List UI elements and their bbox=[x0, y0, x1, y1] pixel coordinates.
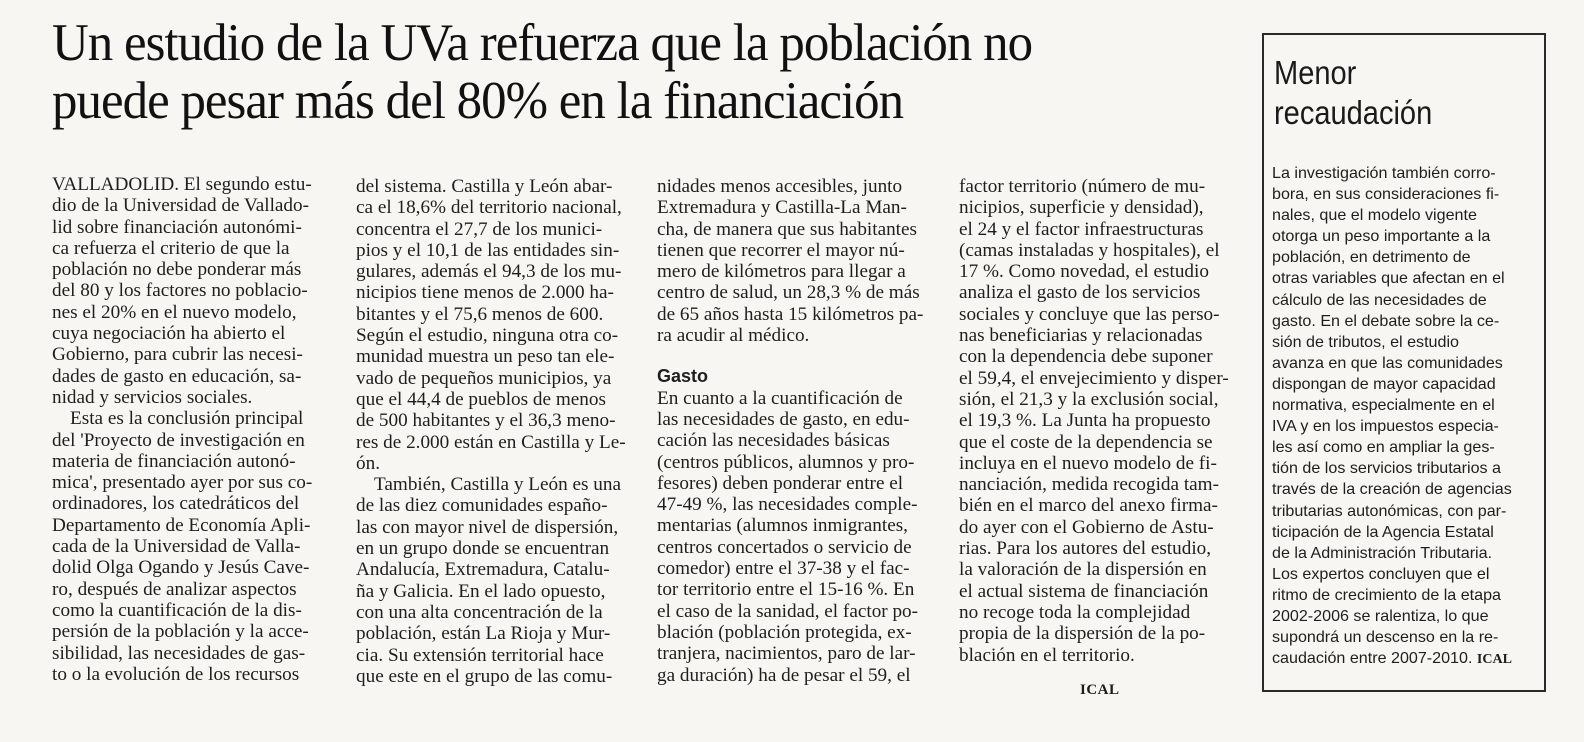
text-line: do ayer con el Gobierno de Astu- bbox=[959, 516, 1214, 538]
paragraph bbox=[959, 176, 1251, 666]
text-line: lid sobre financiación autonómi- bbox=[52, 216, 302, 238]
text-line: bién en el marco del anexo firma- bbox=[959, 495, 1218, 517]
text-line: del 80 y los factores no poblacio- bbox=[52, 280, 308, 302]
text-line: ca refuerza el criterio de que la bbox=[52, 237, 290, 259]
text-line: cada de la Universidad de Valla- bbox=[52, 536, 301, 558]
text-line: También, Castilla y León es una bbox=[374, 474, 621, 496]
text-line: de las diez comunidades españo- bbox=[356, 495, 608, 517]
sidebar-text-line: normativa, especialmente en el bbox=[1272, 396, 1495, 415]
sidebar-signature: ICAL bbox=[1476, 652, 1512, 668]
text-line: el 24 y el factor infraestructuras bbox=[959, 218, 1204, 240]
sidebar-text-line: les así como en ampliar la ges- bbox=[1272, 438, 1495, 457]
text-line: concentra el 27,7 de los munici- bbox=[356, 218, 603, 240]
text-line: pios y el 10,1 de las entidades sin- bbox=[356, 239, 620, 261]
text-line: el 59,4, el envejecimiento y disper- bbox=[959, 367, 1229, 389]
text-line: tranjera, nacimientos, paro de lar- bbox=[657, 643, 916, 665]
text-line: nidades menos accesibles, junto bbox=[657, 176, 903, 197]
text-line: mero de kilómetros para llegar a bbox=[657, 261, 906, 283]
sidebar-text-line: población, en detrimento de bbox=[1272, 248, 1471, 267]
text-line: ga duración) ha de pesar el 59, el bbox=[657, 664, 911, 686]
text-line: centros concertados o servicio de bbox=[657, 536, 912, 558]
text-line: dio de la Universidad de Vallado- bbox=[52, 195, 310, 217]
text-line: VALLADOLID. El segundo estu- bbox=[52, 174, 312, 195]
text-line: que el 44,4 de pueblos de menos bbox=[356, 388, 606, 410]
article-signature: ICAL bbox=[1080, 682, 1120, 698]
paragraph bbox=[356, 176, 646, 474]
text-line: munidad muestra un peso tan ele- bbox=[356, 346, 615, 368]
headline-line: Un estudio de la UVa refuerza que la población no bbox=[52, 14, 1033, 72]
sidebar-text-line: La investigación también corro- bbox=[1272, 164, 1496, 182]
paragraph bbox=[52, 408, 340, 685]
text-line: propia de la dispersión de la po- bbox=[959, 623, 1206, 645]
sidebar-box bbox=[1262, 33, 1546, 692]
article-column-2 bbox=[356, 176, 646, 687]
text-line: en un grupo donde se encuentran bbox=[356, 538, 610, 560]
text-line: nicipios, superficie y densidad), bbox=[959, 197, 1204, 219]
sidebar-text-line: de la Administración Tributaria. bbox=[1272, 543, 1493, 562]
text-line: que el coste de la dependencia se bbox=[959, 431, 1213, 453]
text-line: del 'Proyecto de investigación en bbox=[52, 429, 305, 451]
text-line: Departamento de Economía Apli- bbox=[52, 514, 311, 536]
sidebar-text-line: través de la creación de agencias bbox=[1272, 480, 1512, 499]
text-line: nanciación, medida recogida tam- bbox=[959, 474, 1219, 496]
text-line: tienen que recorrer el mayor nú- bbox=[657, 239, 905, 261]
text-line: ra acudir al médico. bbox=[657, 325, 810, 347]
text-line: nidad y servicios sociales. bbox=[52, 386, 253, 408]
text-line: con una alta concentración de la bbox=[356, 601, 603, 623]
text-line: vado de pequeños municipios, ya bbox=[356, 367, 612, 389]
paragraph bbox=[657, 388, 947, 686]
section-subhead: Gasto bbox=[657, 366, 709, 387]
text-line: persión de la población y la acce- bbox=[52, 621, 309, 643]
text-line: sociales y concluye que las perso- bbox=[959, 303, 1220, 325]
text-line: cuya negociación ha abierto el bbox=[52, 323, 286, 345]
text-line: cia. Su extensión territorial hace bbox=[356, 644, 604, 666]
sidebar-text-line: sión de tributos, el estudio bbox=[1272, 332, 1459, 351]
text-line: ón. bbox=[356, 452, 380, 474]
text-line: blación (población protegida, ex- bbox=[657, 621, 912, 643]
sidebar-text-line: IVA y en los impuestos especia- bbox=[1272, 417, 1499, 436]
text-line: Extremadura y Castilla-La Man- bbox=[657, 197, 907, 219]
text-line: En cuanto a la cuantificación de bbox=[657, 387, 903, 409]
text-line: nas beneficiarias y relacionadas bbox=[959, 325, 1203, 347]
text-line: sión, el 21,3 y la exclusión social, bbox=[959, 388, 1219, 410]
text-line: (camas instaladas y hospitales), el bbox=[959, 239, 1220, 261]
text-line: Esta es la conclusión principal bbox=[70, 408, 304, 430]
text-line: ro, después de analizar aspectos bbox=[52, 578, 297, 600]
text-line: bitantes y el 75,6 menos de 600. bbox=[356, 303, 604, 325]
text-line: Según el estudio, ninguna otra co- bbox=[356, 325, 619, 347]
text-line: Andalucía, Extremadura, Catalu- bbox=[356, 559, 610, 581]
sidebar-text-line: tión de los servicios tributarios a bbox=[1272, 459, 1501, 478]
text-line: fesores) deben ponderar entre el bbox=[657, 472, 904, 494]
sidebar-text-line: 2002-2006 se ralentiza, lo que bbox=[1272, 606, 1489, 625]
text-line: rias. Para los autores del estudio, bbox=[959, 538, 1212, 560]
headline bbox=[52, 14, 1185, 130]
sidebar-text-line: otorga un peso importante a la bbox=[1272, 227, 1491, 246]
text-line: mentarias (alumnos inmigrantes, bbox=[657, 515, 908, 537]
sidebar-text-line: tributarias autonómicas, con par- bbox=[1272, 501, 1507, 520]
text-line: centro de salud, un 28,3 % de más bbox=[657, 282, 920, 304]
text-line: factor territorio (número de mu- bbox=[959, 176, 1206, 197]
text-line: población no debe ponderar más bbox=[52, 259, 302, 281]
sidebar-text-line: bora, en sus consideraciones fi- bbox=[1272, 185, 1500, 204]
article-column-1 bbox=[52, 174, 340, 685]
text-line: blación en el territorio. bbox=[959, 644, 1135, 666]
text-line: tor territorio entre el 15-16 %. En bbox=[657, 579, 915, 601]
text-line: ña y Galicia. En el lado opuesto, bbox=[356, 580, 606, 602]
text-line: cación las necesidades básicas bbox=[657, 430, 890, 452]
text-line: comedor) entre el 37-38 y el fac- bbox=[657, 558, 910, 580]
text-line: mica', presentado ayer por sus co- bbox=[52, 472, 313, 494]
paragraph bbox=[52, 174, 340, 408]
paragraph bbox=[657, 176, 947, 346]
text-line: ca el 18,6% del territorio nacional, bbox=[356, 197, 622, 219]
sidebar-text-line: cálculo de las necesidades de bbox=[1272, 290, 1487, 309]
text-line: dades de gasto en educación, sa- bbox=[52, 365, 302, 387]
text-line: de 500 habitantes y el 36,3 meno- bbox=[356, 410, 616, 432]
sidebar-text-line: ritmo de crecimiento de la etapa bbox=[1272, 585, 1502, 604]
text-line: analiza el gasto de los servicios bbox=[959, 282, 1201, 304]
text-line: 17 %. Como novedad, el estudio bbox=[959, 261, 1209, 283]
text-line: nicipios tiene menos de 2.000 ha- bbox=[356, 282, 614, 304]
text-line: la valoración de la dispersión en bbox=[959, 559, 1207, 581]
text-line: no recoge toda la complejidad bbox=[959, 601, 1191, 623]
text-line: to o la evolución de los recursos bbox=[52, 663, 300, 685]
text-line: el 19,3 %. La Junta ha propuesto bbox=[959, 410, 1211, 432]
sidebar-text-line: caudación entre 2007-2010. ICAL bbox=[1272, 649, 1512, 668]
text-line: de 65 años hasta 15 kilómetros pa- bbox=[657, 303, 924, 325]
text-line: ordinadores, los catedráticos del bbox=[52, 493, 300, 515]
article-column-3 bbox=[657, 176, 947, 686]
sidebar-text-line: otras variables que afectan en el bbox=[1272, 269, 1505, 288]
article-column-4 bbox=[959, 176, 1251, 666]
sidebar-body bbox=[1272, 163, 1538, 670]
sidebar-text-line: nales, que el modelo vigente bbox=[1272, 206, 1477, 225]
text-line: cha, de manera que sus habitantes bbox=[657, 218, 917, 240]
text-line: con la dependencia debe suponer bbox=[959, 346, 1213, 368]
headline-line: puede pesar más del 80% en la financiación bbox=[52, 72, 904, 130]
text-line: del sistema. Castilla y León abar- bbox=[356, 176, 613, 197]
sidebar-title bbox=[1274, 53, 1503, 133]
text-line: como la cuantificación de la dis- bbox=[52, 599, 302, 621]
sidebar-text-line: dispongan de mayor capacidad bbox=[1272, 374, 1496, 393]
text-line: las necesidades de gasto, en edu- bbox=[657, 408, 910, 430]
text-line: el actual sistema de financiación bbox=[959, 580, 1209, 602]
sidebar-text-line: supondrá un descenso en la re- bbox=[1272, 628, 1499, 647]
text-line: dolid Olga Ogando y Jesús Cave- bbox=[52, 557, 310, 579]
text-line: (centros públicos, alumnos y pro- bbox=[657, 451, 915, 473]
sidebar-title-line: Menor bbox=[1274, 54, 1357, 91]
text-line: 47-49 %, las necesidades comple- bbox=[657, 494, 918, 516]
text-line: nes el 20% en el nuevo modelo, bbox=[52, 301, 297, 323]
text-line: que este en el grupo de las comu- bbox=[356, 665, 613, 687]
sidebar-title-line: recaudación bbox=[1274, 94, 1433, 131]
text-line: incluya en el nuevo modelo de fi- bbox=[959, 452, 1217, 474]
text-line: el caso de la sanidad, el factor po- bbox=[657, 600, 919, 622]
text-line: materia de financiación autonó- bbox=[52, 450, 296, 472]
text-line: Gobierno, para cubrir las necesi- bbox=[52, 344, 303, 366]
text-line: res de 2.000 están en Castilla y Le- bbox=[356, 431, 626, 453]
paragraph bbox=[356, 474, 646, 687]
sidebar-text-line: gasto. En el debate sobre la ce- bbox=[1272, 311, 1500, 330]
text-line: gulares, además el 94,3 de los mu- bbox=[356, 261, 622, 283]
text-line: las con mayor nivel de dispersión, bbox=[356, 516, 619, 538]
sidebar-text-line: ticipación de la Agencia Estatal bbox=[1272, 522, 1494, 541]
sidebar-text-line: Los expertos concluyen que el bbox=[1272, 564, 1490, 583]
sidebar-text-line: avanza en que las comunidades bbox=[1272, 353, 1503, 372]
text-line: población, están La Rioja y Mur- bbox=[356, 623, 611, 645]
text-line: sibilidad, las necesidades de gas- bbox=[52, 642, 306, 664]
